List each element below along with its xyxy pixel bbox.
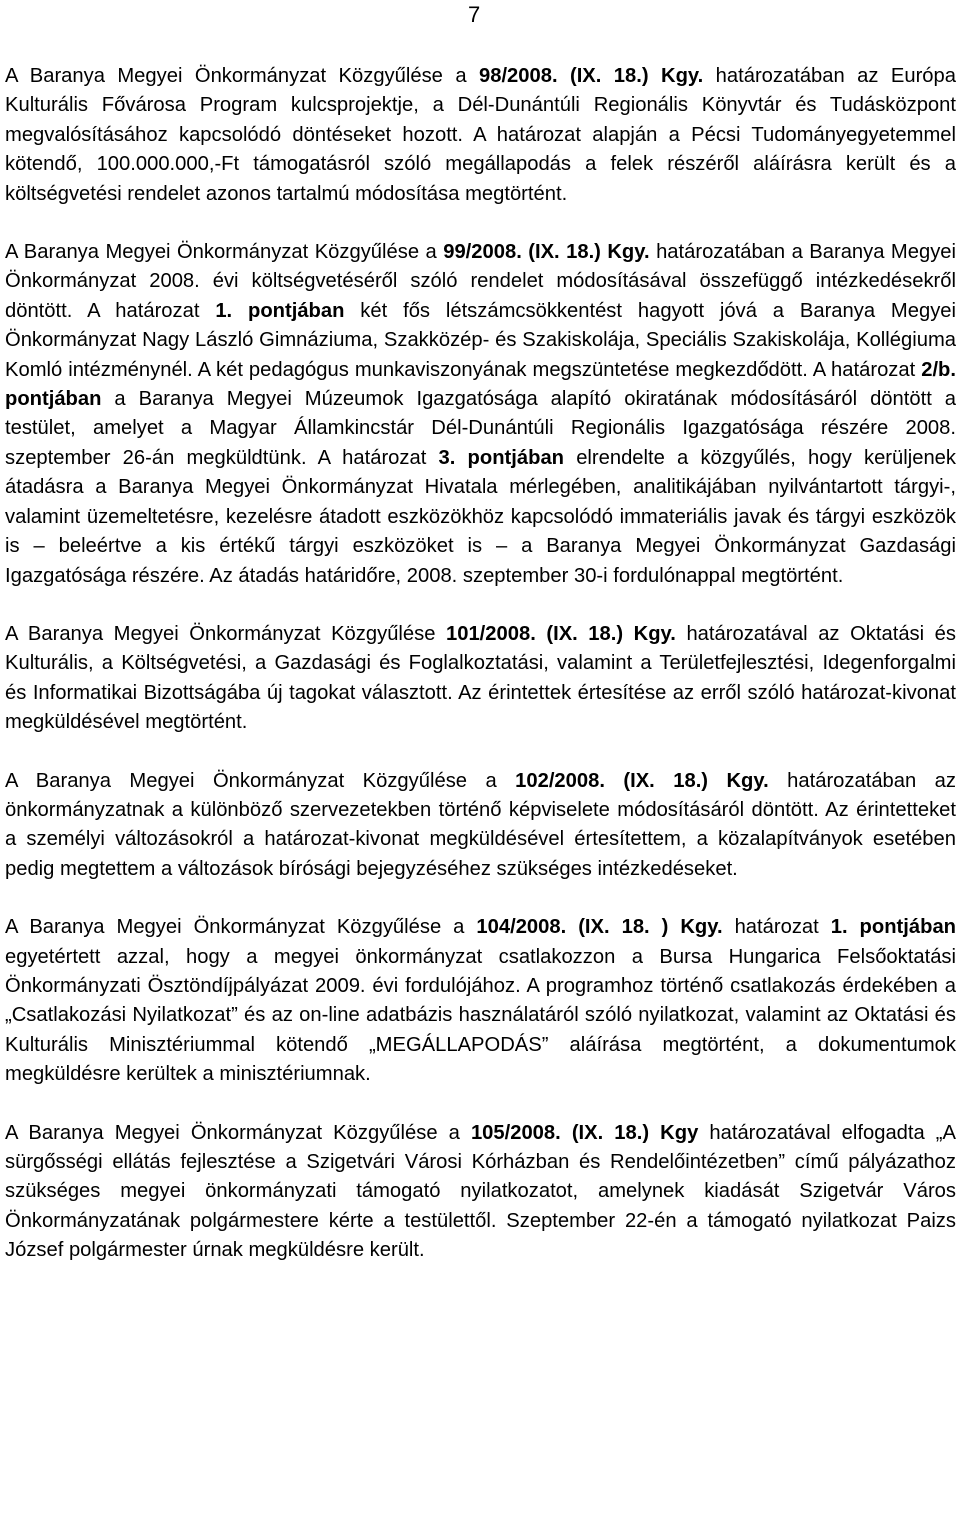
paragraph-text: a Baranya Megyei Múzeumok Igazgatósága alapító okiratának módosításáról döntött a testület, amelyet a Magyar Államkincstár Dél-Dunántúli Regionális Igazgatósága részére 2008. szeptember 26-án megküldtünk. A határozat (5, 388, 956, 469)
paragraph-text: A Baranya Megyei Önkormányzat Közgyűlése a (5, 769, 516, 792)
paragraph-text: elrendelte a közgyűlés, hogy kerüljenek átadásra a Baranya Megyei Önkormányzat Hivatala mérlegében, analitikájában nyilvántartott tárgyi-, valamint üzemeltetésre, kezelésre átadott eszközökhöz kapcsolódó immateriális javak és tárgyi eszközök is – beleértve a kis értékű tárgyi eszközöket is – a Baranya Megyei Önkormányzat Gazdasági Igazgatósága részére. Az átadás határidőre, 2008. szeptember 30-i fordulónappal megtörtént. (5, 446, 957, 587)
paragraph (5, 1119, 956, 1266)
paragraph-text: határozatában a Baranya Megyei Önkormányzat 2008. évi költségvetéséről szóló rendelet módosításával összefüggő intézkedésekről döntött. A határozat (5, 241, 956, 322)
page-number: 7 (468, 2, 481, 27)
paragraph-text: határozatában az önkormányzatnak a különböző szervezetekben történő képviselete módosításáról döntött. Az érintetteket a személyi változásokról a határozat-kivonat megküldésével értesítettem, a közalapítványok esetében pedig megtettem a változások bírósági bejegyzéséhez szükséges intézkedéseket. (5, 769, 957, 880)
paragraph-text: két fős létszámcsökkentést hagyott jóvá a Baranya Megyei Önkormányzat Nagy László Gimnáziuma, Szakközép- és Szakiskolája, Speciális Szakiskolája, Kollégiuma Komló intézménynél. A két pedagógus munkaviszonyának megszüntetése megkezdődött. A határozat (5, 299, 957, 381)
bold-reference: 101/2008. (IX. 18.) Kgy. (446, 622, 676, 645)
bold-reference: 98/2008. (IX. 18.) Kgy. (478, 65, 704, 87)
paragraph (5, 62, 956, 209)
bold-reference: 2/b. pontjában (5, 358, 956, 411)
paragraph-text: egyetértett azzal, hogy a megyei önkormányzat csatlakozzon a Bursa Hungarica Felsőoktatási Önkormányzati Ösztöndíjpályázat 2009. évi fordulójához. A programhoz történő csatlakozás érdekében a „Csatlakozási Nyilatkozat” és az on-line adatbázis használatáról szóló nyilatkozat, valamint az Oktatási és Kulturális Minisztériummal kötendő „MEGÁLLAPODÁS” aláírása megtörtént, a dokumentumok megküldésre kerültek a minisztériumnak. (5, 945, 956, 1086)
paragraph-text: határozatával az Oktatási és Kulturális, a Költségvetési, a Gazdasági és Foglalkoztatási, valamint a Területfejlesztési, Idegenforgalmi és Informatikai Bizottságába új tagokat választott. Az érintettek értesítése az erről szóló határozat-kivonat megküldésével megtörtént. (5, 622, 956, 734)
bold-reference: 105/2008. (IX. 18.) Kgy (470, 1121, 699, 1144)
paragraph-text: határozat (722, 916, 831, 939)
paragraph (5, 620, 956, 738)
bold-reference: 104/2008. (IX. 18. ) Kgy. (476, 916, 723, 939)
paragraph (5, 913, 956, 1089)
paragraph (5, 238, 956, 591)
paragraph-text: A Baranya Megyei Önkormányzat Közgyűlése a (5, 916, 477, 939)
bold-reference: 102/2008. (IX. 18.) Kgy. (515, 769, 769, 792)
document-body (5, 62, 956, 1295)
paragraph-text: határozatával elfogadta „A sürgősségi ellátás fejlesztése a Szigetvári Városi Kórházban és Rendelőintézetben” című pályázathoz szükséges megyei önkormányzati támogató nyilatkozatot, amelynek kiadását Szigetvár Város Önkormányzatának polgármestere kérte a testülettől. Szeptember 22-én a támogató nyilatkozat Paizs József polgármester úrnak megküldésre került. (5, 1121, 956, 1262)
bold-reference: 1. pontjában (830, 916, 956, 939)
bold-reference: 99/2008. (IX. 18.) Kgy. (443, 241, 650, 264)
paragraph-text: A Baranya Megyei Önkormányzat Közgyűlése (5, 622, 446, 645)
paragraph-text: A Baranya Megyei Önkormányzat Közgyűlése a (5, 241, 444, 264)
paragraph-text: A Baranya Megyei Önkormányzat Közgyűlése a (5, 1121, 471, 1144)
bold-reference: 3. pontjában (438, 446, 564, 469)
paragraph (5, 767, 956, 885)
paragraph-text: határozatában az Európa Kulturális Fővárosa Program kulcsprojektje, a Dél-Dunántúli Regionális Könyvtár és Tudásközpont megvalósításához kapcsolódó döntéseket hozott. A határozat alapján a Pécsi Tudományegyetemmel kötendő, 100.000.000,-Ft támogatásról szóló megállapodás a felek részéről aláírásra került és a költségvetési rendelet azonos tartalmú módosítása megtörtént. (5, 65, 956, 205)
paragraph-text: A Baranya Megyei Önkormányzat Közgyűlése a (5, 65, 479, 87)
bold-reference: 1. pontjában (215, 299, 345, 322)
